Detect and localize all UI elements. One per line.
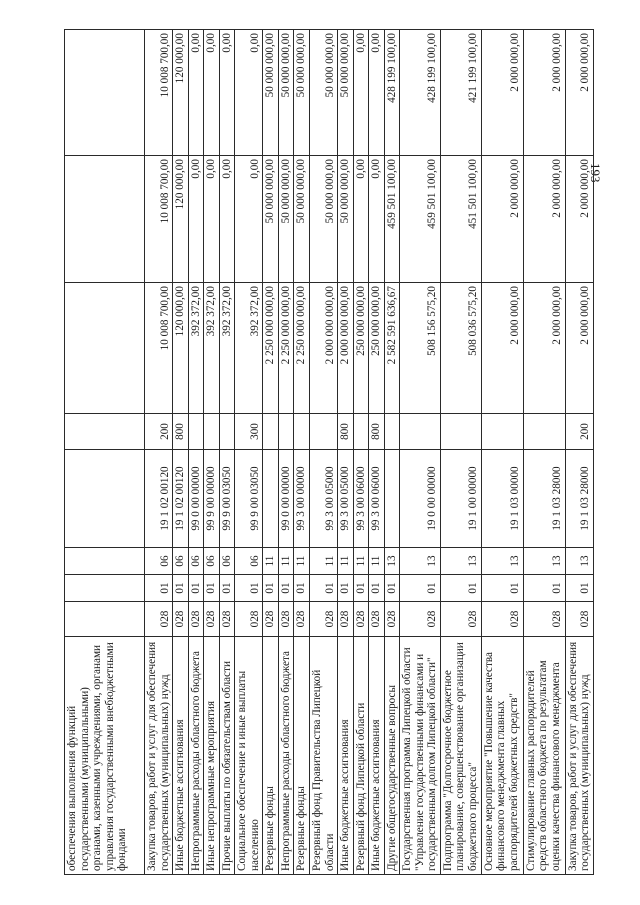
row-ministry-code: 028 xyxy=(263,602,279,637)
row-amount-year-1: 2 250 000 000,00 xyxy=(294,283,310,414)
row-amount-year-3: 10 008 700,00 xyxy=(145,30,173,156)
row-subsection-code: 13 xyxy=(565,548,593,575)
table-row xyxy=(173,30,189,875)
row-name: Иные бюджетные ассигнования xyxy=(369,637,385,875)
row-amount-year-3: 0,00 xyxy=(353,30,369,156)
row-name: Резервный фонд Липецкой области xyxy=(353,637,369,875)
row-amount-year-2: 451 501 100,00 xyxy=(440,156,481,283)
row-name: Иные бюджетные ассигнования xyxy=(173,637,189,875)
row-amount-year-3: 50 000 000,00 xyxy=(310,30,338,156)
row-amount-year-3: 50 000 000,00 xyxy=(338,30,354,156)
row-subsection-code: 06 xyxy=(173,548,189,575)
row-amount-year-3: 0,00 xyxy=(188,30,204,156)
row-section-code: 01 xyxy=(400,575,441,602)
row-target-article: 19 1 03 28000 xyxy=(565,450,593,548)
row-expense-type: 800 xyxy=(173,414,189,450)
row-target-article: 19 1 02 00120 xyxy=(145,450,173,548)
row-amount-year-3: 120 000,00 xyxy=(173,30,189,156)
row-target-article xyxy=(263,450,279,548)
row-amount-year-2: 0,00 xyxy=(235,156,263,283)
table-row xyxy=(369,30,385,875)
row-name: Прочие выплаты по обязательствам области xyxy=(219,637,235,875)
row-amount-year-3: 50 000 000,00 xyxy=(263,30,279,156)
row-section-code: 01 xyxy=(369,575,385,602)
table-row xyxy=(294,30,310,875)
row-section-code: 01 xyxy=(310,575,338,602)
row-amount-year-1: 10 008 700,00 xyxy=(145,283,173,414)
row-subsection-code: 13 xyxy=(481,548,523,575)
page-number: 193 xyxy=(588,163,603,183)
row-target-article: 19 1 02 00120 xyxy=(173,450,189,548)
row-subsection-code: 13 xyxy=(523,548,565,575)
budget-table-rotator xyxy=(64,30,592,875)
row-ministry-code: 028 xyxy=(369,602,385,637)
row-ministry-code: 028 xyxy=(338,602,354,637)
row-target-article: 99 9 00 03050 xyxy=(235,450,263,548)
table-row xyxy=(353,30,369,875)
row-expense-type xyxy=(294,414,310,450)
row-expense-type xyxy=(263,414,279,450)
row-amount-year-1: 392 372,00 xyxy=(188,283,204,414)
row-expense-type xyxy=(481,414,523,450)
row-amount-year-1: 250 000 000,00 xyxy=(353,283,369,414)
table-row xyxy=(145,30,173,875)
row-ministry-code: 028 xyxy=(235,602,263,637)
row-subsection-code: 06 xyxy=(219,548,235,575)
row-section-code: 01 xyxy=(145,575,173,602)
row-subsection-code: 11 xyxy=(369,548,385,575)
row-ministry-code: 028 xyxy=(278,602,294,637)
row-amount-year-1: 2 000 000 000,00 xyxy=(310,283,338,414)
table-row xyxy=(263,30,279,875)
row-section-code: 01 xyxy=(219,575,235,602)
row-section-code: 01 xyxy=(263,575,279,602)
row-target-article: 19 0 00 00000 xyxy=(400,450,441,548)
row-amount-year-1: 2 250 000 000,00 xyxy=(278,283,294,414)
row-expense-type xyxy=(384,414,400,450)
row-amount-year-1: 392 372,00 xyxy=(235,283,263,414)
row-amount-year-3 xyxy=(65,30,145,156)
row-section-code: 01 xyxy=(173,575,189,602)
row-target-article: 99 0 00 00000 xyxy=(278,450,294,548)
row-ministry-code: 028 xyxy=(188,602,204,637)
row-amount-year-3: 2 000 000,00 xyxy=(523,30,565,156)
row-expense-type: 800 xyxy=(338,414,354,450)
row-target-article: 99 3 00 06000 xyxy=(369,450,385,548)
row-expense-type: 300 xyxy=(235,414,263,450)
row-amount-year-2: 459 501 100,00 xyxy=(384,156,400,283)
table-row xyxy=(204,30,220,875)
row-amount-year-3: 2 000 000,00 xyxy=(481,30,523,156)
row-ministry-code: 028 xyxy=(353,602,369,637)
row-ministry-code: 028 xyxy=(145,602,173,637)
row-target-article xyxy=(384,450,400,548)
row-name: Социальное обеспечение и иные выплаты населению xyxy=(235,637,263,875)
row-amount-year-1: 120 000,00 xyxy=(173,283,189,414)
row-expense-type xyxy=(353,414,369,450)
row-name: обеспечения выполнения функций государственными (муниципальными) органами, казенными учреждениями, органами управления государственными внебюджетными фондами xyxy=(65,637,145,875)
row-amount-year-1: 508 156 575,20 xyxy=(400,283,441,414)
row-amount-year-2: 0,00 xyxy=(353,156,369,283)
row-subsection-code: 13 xyxy=(440,548,481,575)
row-amount-year-3: 428 199 100,00 xyxy=(384,30,400,156)
budget-table-frame xyxy=(64,30,592,875)
row-name: Непрограммные расходы областного бюджета xyxy=(188,637,204,875)
row-name: Иные бюджетные ассигнования xyxy=(338,637,354,875)
table-row xyxy=(188,30,204,875)
table-row xyxy=(523,30,565,875)
row-expense-type xyxy=(310,414,338,450)
row-amount-year-1: 508 036 575,20 xyxy=(440,283,481,414)
row-amount-year-2: 2 000 000,00 xyxy=(481,156,523,283)
row-expense-type: 200 xyxy=(565,414,593,450)
row-amount-year-1: 2 250 000 000,00 xyxy=(263,283,279,414)
row-section-code: 01 xyxy=(204,575,220,602)
row-expense-type xyxy=(440,414,481,450)
row-subsection-code: 06 xyxy=(145,548,173,575)
row-name: Основное мероприятие "Повышение качества финансового менеджмента главных распорядителей бюджетных средств" xyxy=(481,637,523,875)
row-name: Стимулирование главных распорядителей средств областного бюджета по результатам оценки качества финансового менеджмента xyxy=(523,637,565,875)
row-subsection-code: 13 xyxy=(384,548,400,575)
row-amount-year-3: 50 000 000,00 xyxy=(294,30,310,156)
row-ministry-code: 028 xyxy=(294,602,310,637)
row-section-code: 01 xyxy=(235,575,263,602)
row-ministry-code: 028 xyxy=(400,602,441,637)
row-section-code: 01 xyxy=(188,575,204,602)
budget-table xyxy=(64,29,594,875)
row-target-article: 99 9 00 03050 xyxy=(219,450,235,548)
row-amount-year-1: 2 000 000,00 xyxy=(523,283,565,414)
row-subsection-code: 06 xyxy=(188,548,204,575)
row-target-article: 99 3 00 00000 xyxy=(294,450,310,548)
row-section-code: 01 xyxy=(481,575,523,602)
row-amount-year-2: 10 008 700,00 xyxy=(145,156,173,283)
table-row xyxy=(235,30,263,875)
table-row xyxy=(310,30,338,875)
row-subsection-code: 06 xyxy=(235,548,263,575)
row-amount-year-1: 250 000 000,00 xyxy=(369,283,385,414)
row-subsection-code: 13 xyxy=(400,548,441,575)
row-target-article: 19 1 03 28000 xyxy=(523,450,565,548)
row-amount-year-2: 0,00 xyxy=(204,156,220,283)
table-row xyxy=(219,30,235,875)
row-section-code: 01 xyxy=(294,575,310,602)
row-name: Подпрограмма "Долгосрочное бюджетное планирование, совершенствование организации бюджетного процесса" xyxy=(440,637,481,875)
table-row xyxy=(565,30,593,875)
row-amount-year-2: 120 000,00 xyxy=(173,156,189,283)
row-subsection-code: 06 xyxy=(204,548,220,575)
row-amount-year-2: 0,00 xyxy=(219,156,235,283)
row-ministry-code: 028 xyxy=(565,602,593,637)
row-ministry-code: 028 xyxy=(310,602,338,637)
row-expense-type xyxy=(188,414,204,450)
row-name: Закупка товаров, работ и услуг для обеспечения государственных (муниципальных) нужд xyxy=(145,637,173,875)
row-name: Иные непрограммные мероприятия xyxy=(204,637,220,875)
row-target-article: 99 3 00 05000 xyxy=(310,450,338,548)
row-section-code: 01 xyxy=(338,575,354,602)
row-expense-type xyxy=(219,414,235,450)
row-name: Другие общегосударственные вопросы xyxy=(384,637,400,875)
row-expense-type: 800 xyxy=(369,414,385,450)
row-name: Резервные фонды xyxy=(294,637,310,875)
row-amount-year-3: 0,00 xyxy=(204,30,220,156)
row-amount-year-3: 2 000 000,00 xyxy=(565,30,593,156)
row-subsection-code: 11 xyxy=(263,548,279,575)
row-name: Государственная программа Липецкой области "Управление государственными финансами и государственным долгом Липецкой области" xyxy=(400,637,441,875)
table-row xyxy=(384,30,400,875)
row-section-code: 01 xyxy=(523,575,565,602)
row-amount-year-1: 392 372,00 xyxy=(204,283,220,414)
row-name: Резервный фонд Правительства Липецкой области xyxy=(310,637,338,875)
row-amount-year-2: 50 000 000,00 xyxy=(294,156,310,283)
row-expense-type xyxy=(65,414,145,450)
row-name: Непрограммные расходы областного бюджета xyxy=(278,637,294,875)
row-section-code xyxy=(65,575,145,602)
table-row xyxy=(481,30,523,875)
row-expense-type xyxy=(204,414,220,450)
row-target-article: 99 3 00 06000 xyxy=(353,450,369,548)
row-amount-year-3: 0,00 xyxy=(369,30,385,156)
row-section-code: 01 xyxy=(278,575,294,602)
row-expense-type: 200 xyxy=(145,414,173,450)
row-ministry-code: 028 xyxy=(219,602,235,637)
row-amount-year-2: 50 000 000,00 xyxy=(278,156,294,283)
table-row xyxy=(440,30,481,875)
row-name: Резервные фонды xyxy=(263,637,279,875)
row-amount-year-3: 428 199 100,00 xyxy=(400,30,441,156)
row-amount-year-2 xyxy=(65,156,145,283)
row-expense-type xyxy=(400,414,441,450)
table-row xyxy=(278,30,294,875)
row-target-article: 99 9 00 00000 xyxy=(204,450,220,548)
row-amount-year-3: 421 199 100,00 xyxy=(440,30,481,156)
row-amount-year-2: 2 000 000,00 xyxy=(565,156,593,283)
row-ministry-code: 028 xyxy=(384,602,400,637)
row-amount-year-3: 50 000 000,00 xyxy=(278,30,294,156)
row-subsection-code xyxy=(65,548,145,575)
row-ministry-code xyxy=(65,602,145,637)
row-target-article: 19 1 00 00000 xyxy=(440,450,481,548)
row-amount-year-3: 0,00 xyxy=(235,30,263,156)
row-subsection-code: 11 xyxy=(353,548,369,575)
row-ministry-code: 028 xyxy=(523,602,565,637)
row-ministry-code: 028 xyxy=(204,602,220,637)
row-subsection-code: 11 xyxy=(338,548,354,575)
table-row xyxy=(338,30,354,875)
row-ministry-code: 028 xyxy=(440,602,481,637)
row-section-code: 01 xyxy=(440,575,481,602)
row-amount-year-1: 2 000 000,00 xyxy=(565,283,593,414)
row-ministry-code: 028 xyxy=(481,602,523,637)
row-amount-year-1: 2 000 000 000,00 xyxy=(338,283,354,414)
row-subsection-code: 11 xyxy=(310,548,338,575)
row-target-article: 99 3 00 05000 xyxy=(338,450,354,548)
row-name: Закупка товаров, работ и услуг для обеспечения государственных (муниципальных) нужд xyxy=(565,637,593,875)
row-amount-year-1: 2 000 000,00 xyxy=(481,283,523,414)
row-amount-year-2: 2 000 000,00 xyxy=(523,156,565,283)
row-expense-type xyxy=(278,414,294,450)
row-target-article: 99 0 00 00000 xyxy=(188,450,204,548)
row-subsection-code: 11 xyxy=(294,548,310,575)
table-row xyxy=(65,30,145,875)
row-amount-year-2: 50 000 000,00 xyxy=(338,156,354,283)
row-amount-year-1 xyxy=(65,283,145,414)
row-amount-year-2: 50 000 000,00 xyxy=(310,156,338,283)
row-amount-year-2: 50 000 000,00 xyxy=(263,156,279,283)
row-section-code: 01 xyxy=(353,575,369,602)
row-subsection-code: 11 xyxy=(278,548,294,575)
row-expense-type xyxy=(523,414,565,450)
row-section-code: 01 xyxy=(384,575,400,602)
row-amount-year-2: 459 501 100,00 xyxy=(400,156,441,283)
row-target-article xyxy=(65,450,145,548)
row-ministry-code: 028 xyxy=(173,602,189,637)
row-amount-year-2: 0,00 xyxy=(188,156,204,283)
row-target-article: 19 1 03 00000 xyxy=(481,450,523,548)
row-amount-year-1: 392 372,00 xyxy=(219,283,235,414)
row-amount-year-3: 0,00 xyxy=(219,30,235,156)
table-row xyxy=(400,30,441,875)
row-section-code: 01 xyxy=(565,575,593,602)
row-amount-year-1: 2 582 591 636,67 xyxy=(384,283,400,414)
row-amount-year-2: 0,00 xyxy=(369,156,385,283)
